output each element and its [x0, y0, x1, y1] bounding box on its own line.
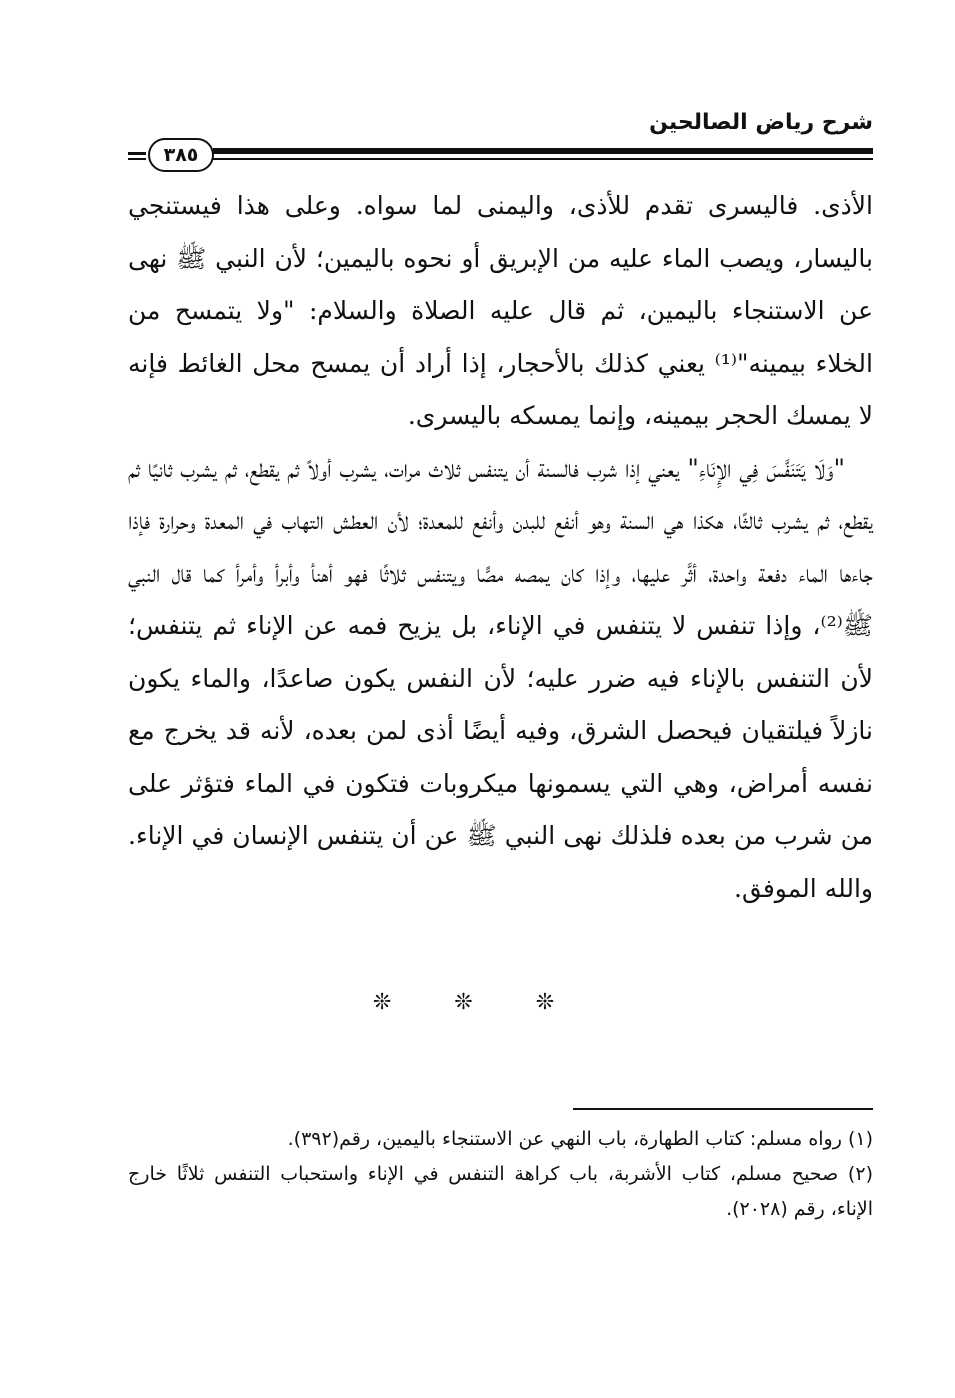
section-separator: ❊ ❊ ❊ — [372, 990, 583, 1015]
header-rule-left-thin — [128, 158, 146, 160]
book-title: شرح رياض الصالحين — [649, 110, 873, 135]
page-header — [128, 108, 873, 168]
paragraph-1: الأذى. فاليسرى تقدم للأذى، واليمنى لما سواه. وعلى هذا فيستنجي باليسار، ويصب الماء عليه من الإبريق أو نحوه باليمين؛ لأن النبي ﷺ نهى عن الاستنجاء باليمين، ثم قال عليه الصلاة والسلام: "ولا يتمسح من الخلاء بيمينه"⁽¹⁾ يعني كذلك بالأحجار، إذا أراد أن يمسح محل الغائط فإنه لا يمسك الحجر بيمينه، وإنما يمسكه باليسرى. — [128, 191, 873, 430]
footnote-1: (١) رواه مسلم: كتاب الطهارة، باب النهي عن الاستنجاء باليمين، رقم(٣٩٢). — [287, 1128, 873, 1150]
footnote-2: (٢) صحيح مسلم، كتاب الأشربة، باب كراهة التنفس في الإناء واستحباب التنفس ثلاثًا خارج الإناء، رقم (٢٠٢٨). — [128, 1163, 873, 1220]
header-rule-thick — [213, 148, 873, 154]
main-text — [128, 180, 873, 915]
paragraph-2: "وَلَا يَتَنَفَّسَ فِي الإِنَاءِ" يعني إذا شرب فالسنة أن يتنفس ثلاث مرات، يشرب أولاً ثم يقطع، ثم يشرب ثانيًا ثم يقطع، ثم يشرب ثالثًا، هكذا هي السنة وهو أنفع للبدن وأنفع للمعدة؛ لأن العطش التهاب في المعدة وحرارة فإذا جاءها الماء دفعة واحدة، أثَّر عليها، وإذا كان يمصه مصًّا ويتنفس ثلاثًا فهو أهنأ وأبرأ وأمرأ كما قال النبي ﷺ⁽²⁾، وإذا تنفس لا يتنفس في الإناء، بل يزيح فمه عن الإناء ثم يتنفس؛ لأن التنفس بالإناء فيه ضرر عليه؛ لأن النفس يكون صاعدًا، والماء يكون نازلاً فيلتقيان فيحصل الشرق، وفيه أيضًا أذى لمن بعده، لأنه قد يخرج مع نفسه أمراض، وهي التي يسمونها ميكروبات فتكون في الماء فتؤثر على من شرب من بعده فلذلك نهى النبي ﷺ عن أن يتنفس الإنسان في الإناء. والله الموفق. — [128, 453, 873, 903]
header-rule-thin — [213, 158, 873, 160]
footnotes — [128, 1122, 873, 1227]
header-rule-left — [128, 152, 146, 155]
footnote-divider — [573, 1108, 873, 1110]
page-number: ٣٨٥ — [148, 138, 214, 172]
